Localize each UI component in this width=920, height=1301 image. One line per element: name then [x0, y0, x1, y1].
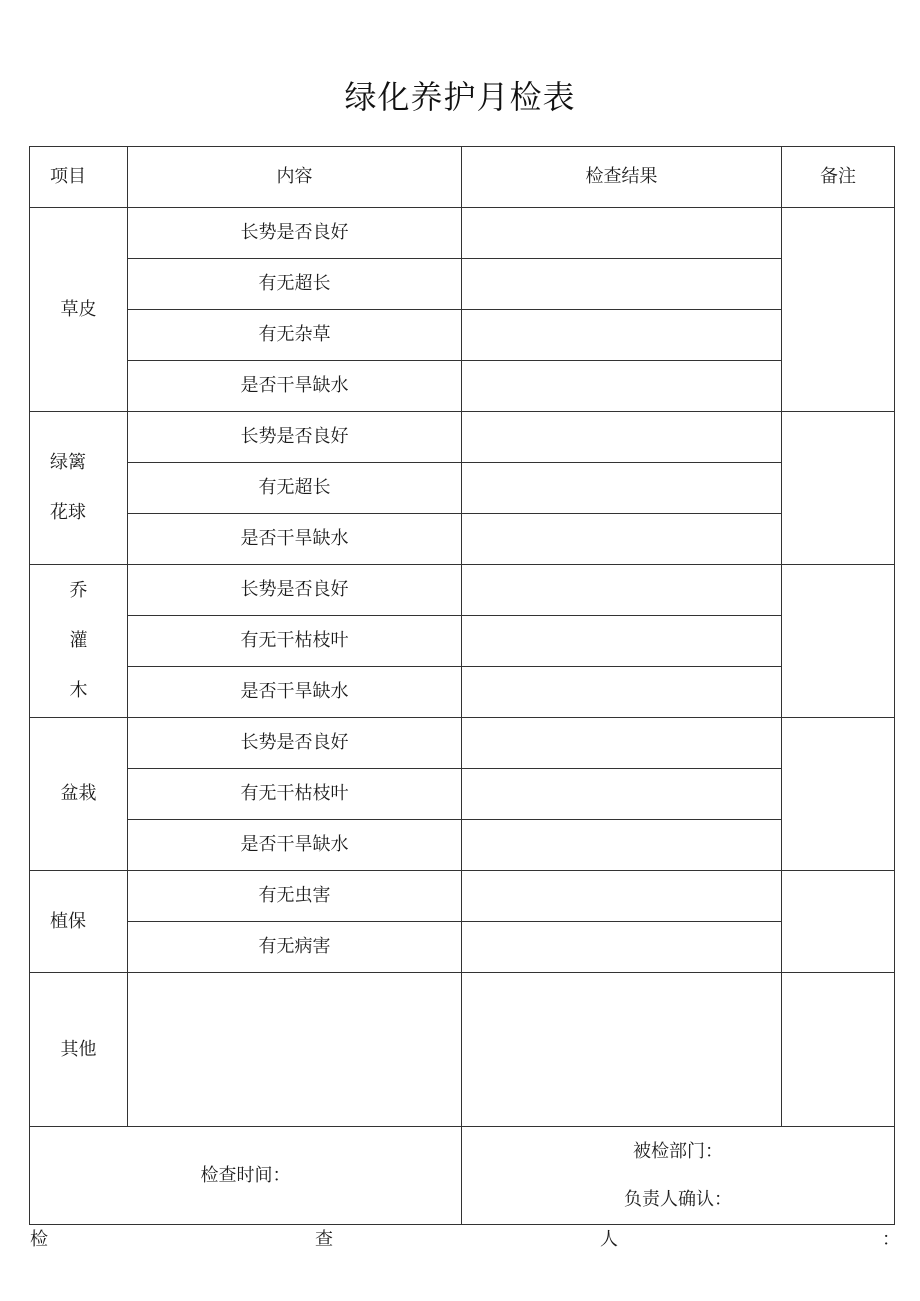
remark-cell[interactable] [782, 718, 895, 871]
category-line: 花球 [50, 502, 86, 523]
result-cell[interactable] [462, 514, 782, 565]
table-row [30, 973, 895, 1127]
table-row [30, 514, 895, 565]
category-char: 木 [69, 680, 88, 701]
table-row [30, 565, 895, 616]
table-row [30, 361, 895, 412]
result-cell[interactable] [462, 718, 782, 769]
category-cell-lawn: 草皮 [30, 208, 128, 412]
content-cell: 长势是否良好 [128, 412, 462, 463]
inspector-char: 查 [315, 1229, 333, 1250]
table-row [30, 871, 895, 922]
category-cell-other: 其他 [30, 973, 128, 1127]
table-row [30, 412, 895, 463]
table-row [30, 208, 895, 259]
header-remark: 备注 [782, 147, 895, 208]
inspect-time-label: 检查时间： [200, 1164, 291, 1186]
header-item: 项目 [30, 147, 128, 208]
content-cell: 是否干旱缺水 [128, 361, 462, 412]
content-cell: 长势是否良好 [128, 565, 462, 616]
result-cell[interactable] [462, 208, 782, 259]
inspection-table [29, 146, 895, 1225]
category-cell-hedge [30, 412, 128, 565]
result-cell[interactable] [462, 820, 782, 871]
content-cell: 长势是否良好 [128, 208, 462, 259]
inspector-char: 人 [600, 1229, 618, 1250]
table-header-row [30, 147, 895, 208]
table-row [30, 463, 895, 514]
dept-confirm-field[interactable] [462, 1127, 895, 1225]
inspector-char: ： [882, 1229, 900, 1250]
table-row [30, 922, 895, 973]
content-cell: 有无干枯枝叶 [128, 769, 462, 820]
result-cell[interactable] [462, 667, 782, 718]
responsible-confirm-label: 负责人确认： [624, 1188, 732, 1210]
content-cell: 是否干旱缺水 [128, 667, 462, 718]
inspector-char: 检 [30, 1229, 48, 1250]
content-cell: 是否干旱缺水 [128, 820, 462, 871]
table-row [30, 718, 895, 769]
result-cell[interactable] [462, 463, 782, 514]
remark-cell[interactable] [782, 871, 895, 973]
inspected-dept-label: 被检部门： [633, 1140, 723, 1162]
result-cell[interactable] [462, 259, 782, 310]
table-row [30, 820, 895, 871]
category-cell-potted: 盆栽 [30, 718, 128, 871]
result-cell[interactable] [462, 871, 782, 922]
result-cell[interactable] [462, 973, 782, 1127]
table-row [30, 769, 895, 820]
page-title: 绿化养护月检表 [344, 78, 576, 116]
category-cell-trees [30, 565, 128, 718]
result-cell[interactable] [462, 361, 782, 412]
content-cell: 有无病害 [128, 922, 462, 973]
table-row [30, 259, 895, 310]
content-cell[interactable] [128, 973, 462, 1127]
remark-cell[interactable] [782, 565, 895, 718]
content-cell: 有无超长 [128, 259, 462, 310]
remark-cell[interactable] [782, 208, 895, 412]
table-row [30, 616, 895, 667]
category-char: 灌 [69, 630, 88, 651]
result-cell[interactable] [462, 616, 782, 667]
table-row [30, 667, 895, 718]
remark-cell[interactable] [782, 973, 895, 1127]
inspect-time-field[interactable] [30, 1127, 462, 1225]
result-cell[interactable] [462, 769, 782, 820]
result-cell[interactable] [462, 412, 782, 463]
inspector-line [29, 1226, 900, 1254]
content-cell: 有无超长 [128, 463, 462, 514]
content-cell: 长势是否良好 [128, 718, 462, 769]
category-char: 乔 [69, 580, 88, 601]
result-cell[interactable] [462, 565, 782, 616]
content-cell: 有无虫害 [128, 871, 462, 922]
remark-cell[interactable] [782, 412, 895, 565]
table-row [30, 310, 895, 361]
category-line: 绿篱 [50, 452, 86, 473]
content-cell: 是否干旱缺水 [128, 514, 462, 565]
category-cell-plant-protection: 植保 [30, 871, 128, 973]
footer-row [30, 1127, 895, 1225]
content-cell: 有无干枯枝叶 [128, 616, 462, 667]
content-cell: 有无杂草 [128, 310, 462, 361]
result-cell[interactable] [462, 922, 782, 973]
header-result: 检查结果 [462, 147, 782, 208]
result-cell[interactable] [462, 310, 782, 361]
header-content: 内容 [128, 147, 462, 208]
